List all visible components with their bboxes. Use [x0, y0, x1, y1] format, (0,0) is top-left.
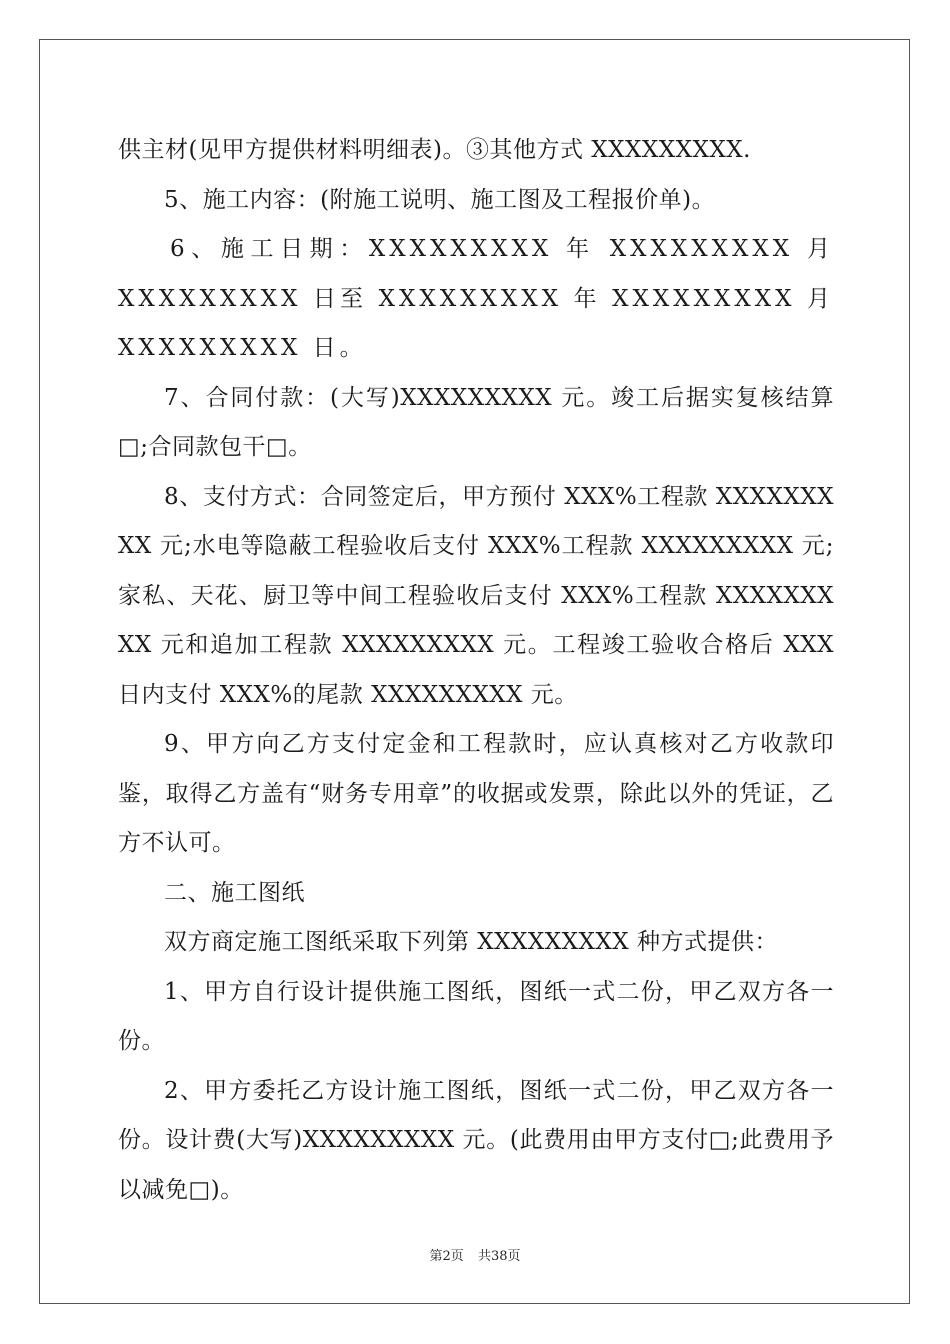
paragraph-contract-payment: 7、合同付款：(大写)XXXXXXXXX 元。竣工后据实复核结算□;合同款包干□。: [118, 384, 834, 460]
paragraph-construction-dates: 6、施工日期：XXXXXXXXX 年 XXXXXXXXX 月 XXXXXXXXX 日至 XXXXXXXXX 年 XXXXXXXXX 月 XXXXXXXXX 日。: [118, 236, 834, 361]
section-heading-drawings: 二、施工图纸: [164, 879, 305, 906]
paragraph-payment-verification: 9、甲方向乙方支付定金和工程款时，应认真核对乙方收款印鉴，取得乙方盖有“财务专用章”的收据或发票，除此以外的凭证，乙方不认可。: [118, 731, 834, 856]
paragraph-drawings-option-1: 1、甲方自行设计提供施工图纸，图纸一式二份，甲乙双方各一份。: [118, 978, 834, 1054]
page-footer: [0, 1245, 950, 1264]
paragraph-drawings-option-2: 2、甲方委托乙方设计施工图纸，图纸一式二份，甲乙双方各一份。设计费(大写)XXXXXXXXX 元。(此费用由甲方支付□;此费用予以减免□)。: [118, 1077, 834, 1203]
paragraph-payment-method: 8、支付方式：合同签定后，甲方预付 XXX%工程款 XXXXXXXXX 元;水电等隐蔽工程验收后支付 XXX%工程款 XXXXXXXXX 元;家私、天花、厨卫等中间工程验收后支付 XXX%工程款 XXXXXXXXX 元和追加工程款 XXXXXXXXX 元。工程竣工验收合格后 XXX 日内支付 XXX%的尾款 XXXXXXXXX 元。: [118, 483, 834, 708]
paragraph-drawings-method: 双方商定施工图纸采取下列第 XXXXXXXXX 种方式提供：: [164, 929, 778, 955]
page-number: 第2页: [429, 1249, 464, 1264]
paragraph-construction-content: 5、施工内容：(附施工说明、施工图及工程报价单)。: [164, 186, 716, 213]
paragraph-materials: 供主材(见甲方提供材料明细表)。③其他方式 XXXXXXXXX.: [118, 137, 751, 163]
page-total: 共38页: [477, 1249, 521, 1264]
document-body: [118, 126, 834, 1215]
